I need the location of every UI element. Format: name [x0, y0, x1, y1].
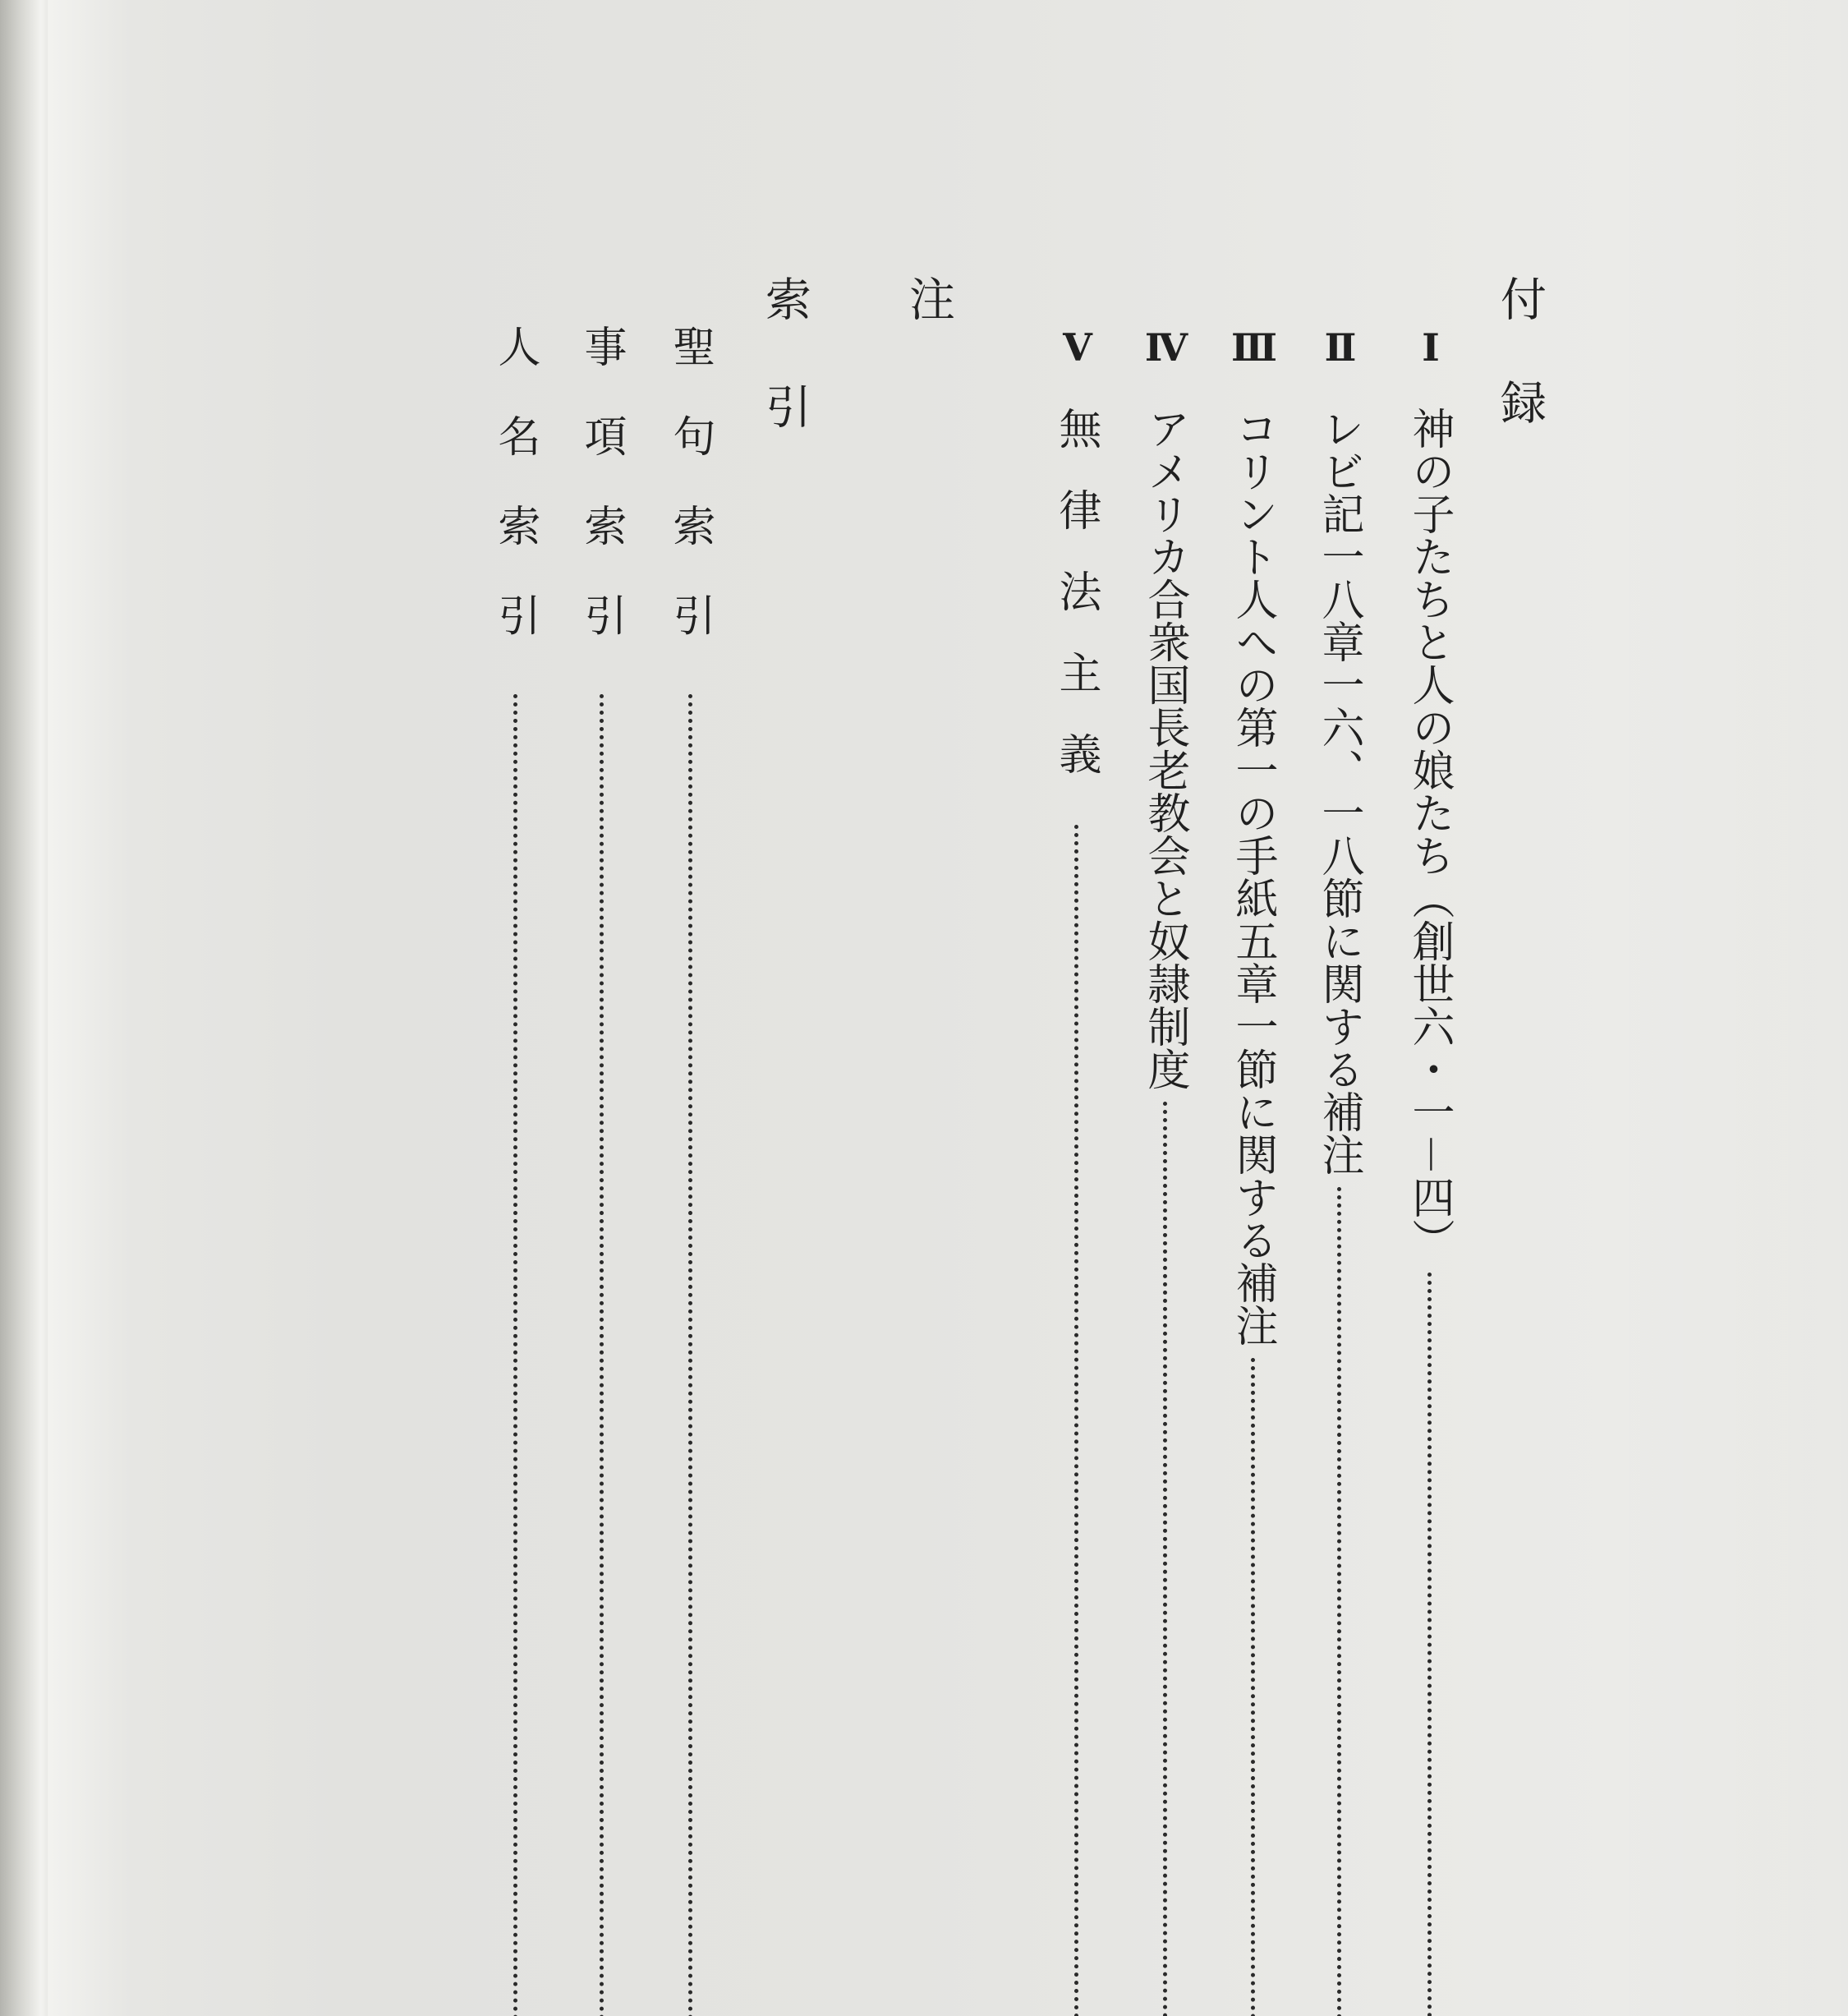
toc-entry-notes[interactable]: [899, 0, 957, 2016]
toc-entry-name-index[interactable]: [486, 0, 544, 2016]
toc-entry-appendix-3[interactable]: [1224, 0, 1281, 2016]
appendix-heading: 付録: [1493, 275, 1547, 482]
dot-leader: [600, 694, 604, 2016]
toc-entry-scripture-index[interactable]: [661, 0, 719, 2016]
toc-entry-title: コリント人への第一の手紙五章一節に関する補注: [1228, 407, 1277, 1346]
notes-heading: 注: [902, 275, 955, 379]
roman-numeral: Ⅱ: [1324, 325, 1354, 370]
dot-leader: [1163, 1102, 1167, 2016]
page-shading: [1602, 0, 1848, 2016]
toc-entry-title: 人名索引: [490, 324, 540, 683]
toc-entry-title: 無律法主義: [1051, 407, 1101, 813]
toc-entry-title: レビ記一八章一六、一八節に関する補注: [1314, 407, 1363, 1176]
page-edge: [0, 0, 48, 2016]
toc-entry-title: 聖句索引: [665, 324, 715, 683]
toc-entry-appendix-5[interactable]: [1047, 0, 1105, 2016]
appendix-heading-column: [1491, 275, 1548, 2016]
dot-leader: [513, 694, 517, 2016]
toc-entry-appendix-2[interactable]: [1310, 0, 1368, 2016]
toc-entry-appendix-4[interactable]: [1136, 0, 1193, 2016]
toc-entry-title: 神の子たちと人の娘たち（創世六・一－四）: [1404, 407, 1454, 1261]
dot-leader: [1074, 825, 1078, 2016]
roman-numeral: Ⅳ: [1144, 325, 1185, 370]
dot-leader: [1337, 1187, 1341, 2016]
dot-leader: [1251, 1358, 1255, 2016]
toc-entry-title: 事項索引: [577, 324, 626, 683]
toc-entry-appendix-1[interactable]: [1400, 0, 1458, 2016]
index-heading-column: [756, 275, 813, 2016]
roman-numeral: Ⅴ: [1063, 325, 1089, 370]
dot-leader: [1427, 1273, 1432, 2016]
toc-entry-title: アメリカ合衆国長老教会と奴隷制度: [1140, 407, 1189, 1090]
dot-leader: [688, 694, 692, 2016]
roman-numeral: Ⅰ: [1422, 325, 1437, 370]
roman-numeral: Ⅲ: [1230, 325, 1275, 370]
index-heading: 索引: [758, 275, 811, 490]
toc-entry-subject-index[interactable]: [572, 0, 630, 2016]
